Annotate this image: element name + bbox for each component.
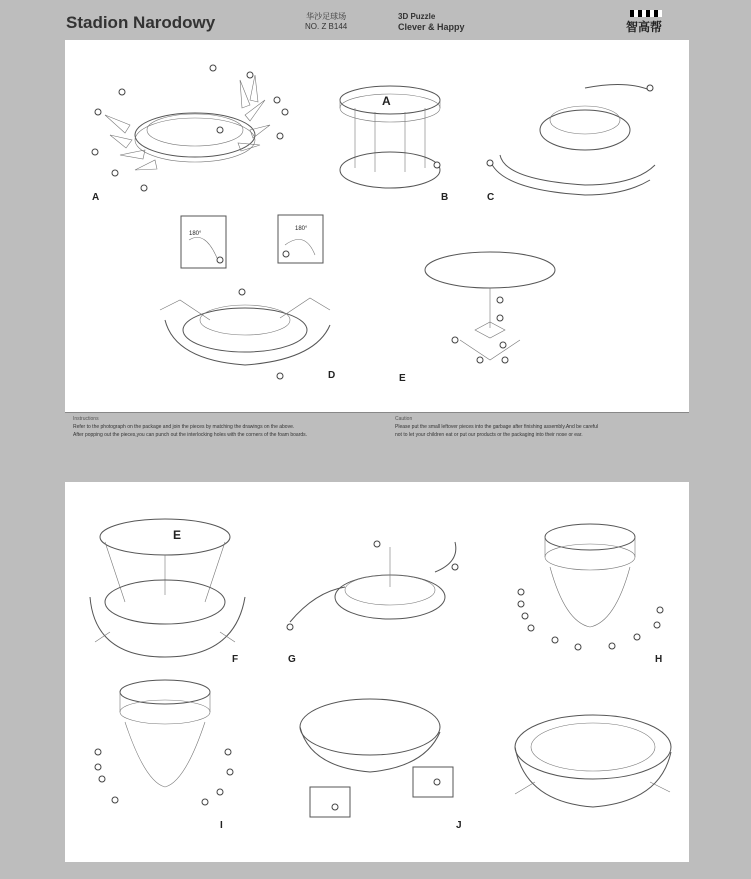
steps-panel-top [65, 40, 689, 412]
header-bar [0, 0, 751, 40]
caution-heading: Caution [395, 416, 413, 422]
step-g-label: G [288, 654, 296, 665]
step-i-label: I [220, 820, 223, 831]
chinese-name: 华沙足球场 [306, 12, 347, 21]
instructions-line-1: Refer to the photograph on the package and join the pieces by matching the drawings on the above. [73, 424, 295, 430]
checkered-flag-icon [630, 10, 662, 17]
d-left-angle: 180° [189, 231, 202, 237]
caution-line-1: Please put the small leftover pieces into the garbage after finishing assembly.And be careful [395, 424, 599, 430]
model-title: Stadion Narodowy [66, 13, 216, 32]
step-a-center-letter: A [382, 94, 391, 108]
step-b-label: B [441, 192, 449, 203]
step-a-label: A [92, 192, 100, 203]
info-strip [65, 412, 689, 453]
step-d-label: D [328, 370, 336, 381]
model-number: NO. Z B144 [305, 22, 348, 31]
model-number-block [305, 12, 347, 32]
instructions-block [73, 415, 373, 439]
instructions-heading: Instructions [73, 416, 99, 422]
step-c-label: C [487, 192, 495, 203]
brand-line-2: Clever & Happy [398, 22, 465, 32]
step-a-diagram [65, 40, 689, 412]
instructions-line-2: After popping out the pieces,you can punch out the interlocking holes with the corners of the foam boards. [73, 432, 308, 438]
step-j-label: J [456, 820, 462, 831]
step-h-label: H [655, 654, 663, 665]
logo-text: 智高帮 [626, 20, 663, 34]
brand-line-1: 3D Puzzle [398, 12, 436, 21]
brand-block [398, 12, 465, 32]
step-e-center-letter: E [173, 528, 182, 542]
brand-logo [626, 10, 666, 34]
caution-block [395, 415, 685, 439]
step-e-label: E [399, 373, 406, 384]
steps-panel-bottom [65, 482, 689, 862]
caution-line-2: not to let your children eat or put our products or the packaging into their nose or ear. [395, 432, 583, 438]
d-right-angle: 180° [295, 226, 308, 232]
steps-f-to-j-diagrams [65, 482, 689, 862]
step-f-label: F [232, 654, 239, 665]
